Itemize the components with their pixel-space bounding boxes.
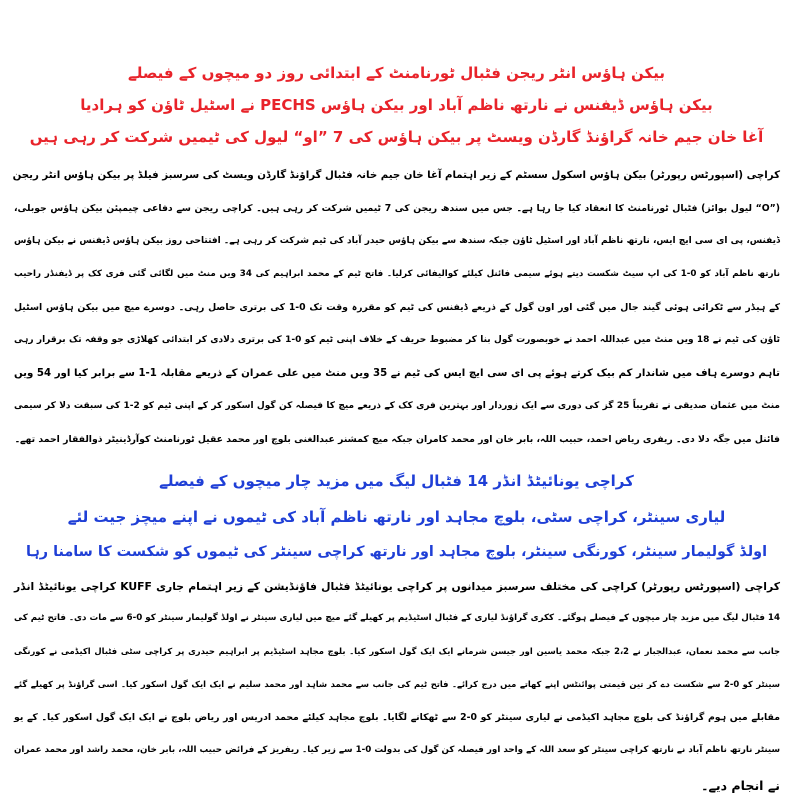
section2-headline-1: کراچی یونائیٹڈ انڈر 14 فٹبال لیگ میں مزید چار میچوں کے فیصلے bbox=[159, 472, 634, 490]
section2-body-line: نے انجام دیے۔ bbox=[701, 778, 780, 793]
section1-body-line: منٹ میں عثمان صدیقی نے تقریباً 25 گز کی دوری سے ایک زوردار اور بہترین فری کک کے ذریعے میچ کا فیصلہ کن گول اسکور کر کے اپنی ٹیم کو 2-1 کی سبقت دلا کر سیمی bbox=[14, 401, 781, 411]
section2-body-line: سینٹر نارتھ ناظم آباد نے نارتھ کراچی سینٹر کو سعد اللہ کے واحد اور فیصلہ کن گول کی بدولت 0-1 سے زیر کیا۔ ریفریز کے فرائض حبیب اللہ، بابر خان، محمد راشد اور محمد عمران bbox=[14, 745, 780, 755]
section1-body-line: فائنل میں جگہ دلا دی۔ ریفری ریاض احمد، حبیب اللہ، بابر خان اور محمد کامران جبکہ میچ کمشنر عبدالغنی بلوچ اور محمد عقیل ٹورنامنٹ کوآرڈینیٹر ذوالفقار احمد تھے۔ bbox=[14, 434, 780, 445]
section2-body-line: 14 فٹبال لیگ میں مزید چار میچوں کے فیصلے ہوگئے۔ ککری گراؤنڈ لیاری کے فٹبال اسٹیڈیم پر کھیلے گئے میچ میں لیاری سینٹر نے اولڈ گولیمار سینٹر کو 0-6 سے مات دی۔ فاتح ٹیم کی bbox=[13, 613, 780, 623]
section2-headline-3: اولڈ گولیمار سینٹر، کورنگی سینٹر، بلوچ مجاہد اور نارتھ کراچی سینٹر کی ٹیموں کو شکست کا سامنا رہا bbox=[25, 544, 768, 560]
section1-body-line: (”O“ لیول بوائز) فٹبال ٹورنامنٹ کا انعقاد کیا جا رہا ہے۔ جس میں سندھ ریجن کی 7 ٹیمیں شرکت کر رہی ہیں۔ کراچی ریجن سے دفاعی چیمپئن بیکن ہاؤس جوبلی، bbox=[14, 203, 780, 214]
section1-body-line: ٹاؤن کی ٹیم نے 18 ویں منٹ میں عبداللہ احمد نے خوبصورت گول بنا کر مضبوط حریف کے خلاف اپنی ٹیم کو 0-1 کی برتری دلادی کر ابتدائی کھلاڑی جو وقفہ تک برقرار رہی bbox=[14, 335, 781, 345]
section1-headline-1: بیکن ہاؤس انٹر ریجن فٹبال ٹورنامنٹ کے ابتدائی روز دو میچوں کے فیصلے bbox=[127, 64, 666, 82]
section2-body-line: مقابلے میں ہوم گراؤنڈ کی بلوچ مجاہد اکیڈمی نے لیاری سینٹر کو 0-2 سے ٹھکانے لگایا۔ بلوچ مجاہد کیلئے محمد ادریس اور ریاض بلوچ نے ایک ایک گول اسکور کیا۔ کے یو bbox=[14, 712, 780, 723]
section1-body-line: کراچی (اسپورٹس رپورٹر) بیکن ہاؤس اسکول سسٹم کے زیر اہتمام آغا خان جیم خانہ فٹبال گراؤنڈ گارڈن ویسٹ کی سرسبز فیلڈ پر بیکن ہاؤس انٹر ریجن bbox=[12, 170, 780, 181]
section1-headline-3: آغا خان جیم خانہ گراؤنڈ گارڈن ویسٹ پر بیکن ہاؤس کی 7 ”او“ لیول کی ٹیمیں شرکت کر رہی ہیں bbox=[29, 128, 764, 146]
section1-body-line: تاہم دوسرے ہاف میں شاندار کم بیک کرتے ہوئے پی ای سی ایچ ایس کی ٹیم نے 35 ویں منٹ میں علی عمران کے ذریعے مقابلہ 1-1 سے برابر کیا اور 54 ویں bbox=[14, 368, 780, 379]
section2-body-line: جانب سے محمد نعمان، عبدالجبار نے 2،2 جبکہ محمد یاسین اور جیسن شرمانے ایک ایک گول اسکور کیا۔ بلوچ مجاہد اسٹیڈیم پر ابراہیم حیدری پر کراچی سٹی فٹبال اکیڈمی نے کورنگی bbox=[14, 646, 780, 656]
section1-body-line: نارتھ ناظم آباد کو 0-1 کی اپ سیٹ شکست دیتے ہوئے سیمی فائنل کیلئے کوالیفائی کرلیا۔ فاتح ٹیم کے محمد ابراہیم کی 34 ویں منٹ میں لگائی گئی فری کک پر ڈیفنڈر راحیب bbox=[14, 269, 780, 279]
section1-body-line: ڈیفنس، پی ای سی ایچ ایس، نارتھ ناظم آباد اور اسٹیل ٹاؤن جبکہ سندھ سے بیکن ہاؤس حیدر آباد کی ٹیم شرکت کر رہی ہے۔ افتتاحی روز بیکن ہاؤس ڈیفنس نے بیکن ہاؤس bbox=[14, 236, 780, 246]
section2-body-line: سینٹر کو 0-2 سے شکست دے کر تین قیمتی پوائنٹس اپنے کھاتے میں درج کرائے۔ فاتح ٹیم کی جانب سے محمد شاہد اور محمد سلیم نے ایک ایک گول اسکور کیا۔ اسی گراؤنڈ پر کھیلے گئے bbox=[14, 679, 781, 689]
section1-headline-2: بیکن ہاؤس ڈیفنس نے نارتھ ناظم آباد اور بیکن ہاؤس PECHS نے اسٹیل ٹاؤن کو ہرادیا bbox=[80, 96, 713, 114]
section2-body-line: کراچی (اسپورٹس رپورٹر) کراچی کی مختلف سرسبز میدانوں پر کراچی یونائیٹڈ فٹبال فاؤنڈیشن کے زیر اہتمام جاری KUFF کراچی یونائیٹڈ انڈر bbox=[14, 580, 781, 593]
section2-headline-2: لیاری سینٹر، کراچی سٹی، بلوچ مجاہد اور نارتھ ناظم آباد کی ٹیموں نے اپنے میچز جیت لئے bbox=[67, 508, 726, 526]
section1-body-line: کے ہیڈر سے ٹکرائی ہوئی گیند جال میں گئی اور اون گول کے ذریعے ڈیفنس کی ٹیم کو مقررہ وقت تک 0-1 کی برتری حاصل رہی۔ دوسرے میچ میں بیکن ہاؤس اسٹیل bbox=[14, 302, 780, 313]
